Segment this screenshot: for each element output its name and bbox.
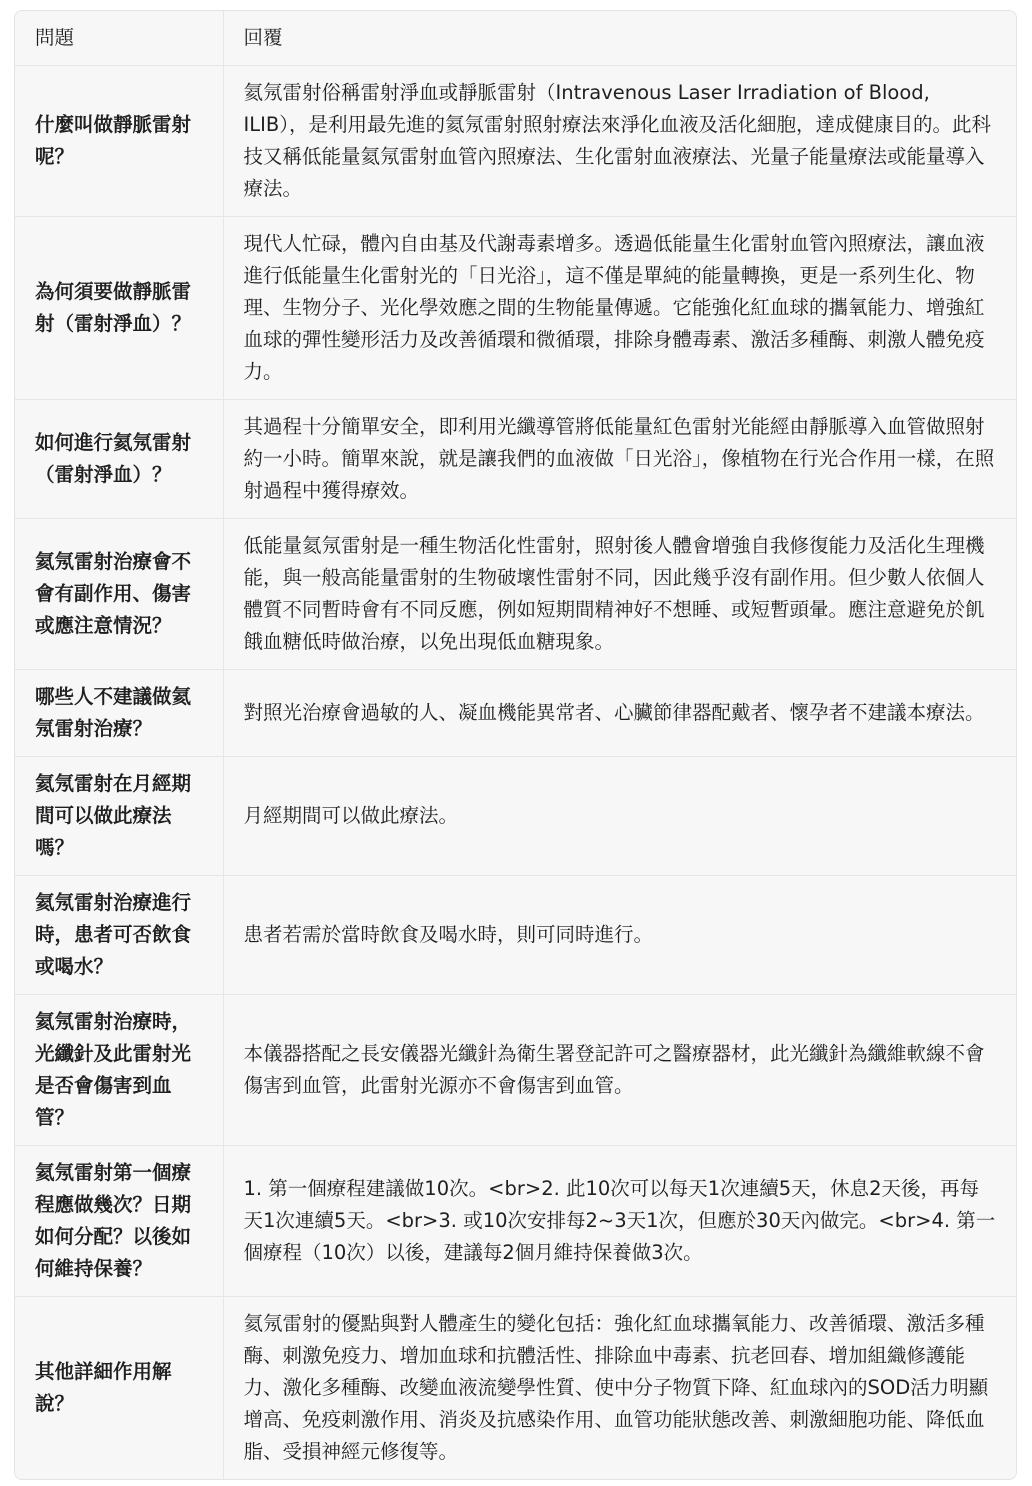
table-row <box>15 66 1016 217</box>
table-header-row <box>15 11 1016 66</box>
question-cell: 氦氖雷射治療進行時，患者可否飲食或喝水？ <box>15 876 223 995</box>
answer-cell: 氦氖雷射的優點與對人體產生的變化包括：強化紅血球攜氧能力、改善循環、激活多種酶、刺激免疫力、增加血球和抗體活性、排除血中毒素、抗老回春、增加組織修護能力、激化多種酶、改變血液流變學性質、使中分子物質下降、紅血球內的SOD活力明顯增高、免疫刺激作用、消炎及抗感染作用、血管功能狀態改善、刺激細胞功能、降低血脂、受損神經元修復等。 <box>223 1297 1016 1480</box>
question-cell: 為何須要做靜脈雷射（雷射淨血）？ <box>15 217 223 400</box>
answer-cell: 患者若需於當時飲食及喝水時，則可同時進行。 <box>223 876 1016 995</box>
table-row <box>15 670 1016 757</box>
table-row <box>15 400 1016 519</box>
question-cell: 其他詳細作用解說？ <box>15 1297 223 1480</box>
table-row <box>15 876 1016 995</box>
answer-cell: 低能量氦氖雷射是一種生物活化性雷射，照射後人體會增強自我修復能力及活化生理機能，與一般高能量雷射的生物破壞性雷射不同，因此幾乎沒有副作用。但少數人依個人體質不同暫時會有不同反應，例如短期間精神好不想睡、或短暫頭暈。應注意避免於飢餓血糖低時做治療，以免出現低血糖現象。 <box>223 519 1016 670</box>
answer-cell: 1. 第一個療程建議做10次。<br>2. 此10次可以每天1次連續5天，休息2天後，再每天1次連續5天。<br>3. 或10次安排每2~3天1次，但應於30天內做完。<br>4. 第一個療程（10次）以後，建議每2個月維持保養做3次。 <box>223 1146 1016 1297</box>
table-row <box>15 519 1016 670</box>
answer-cell: 月經期間可以做此療法。 <box>223 757 1016 876</box>
question-cell: 哪些人不建議做氦氖雷射治療？ <box>15 670 223 757</box>
table-row <box>15 757 1016 876</box>
answer-cell: 對照光治療會過敏的人、凝血機能異常者、心臟節律器配戴者、懷孕者不建議本療法。 <box>223 670 1016 757</box>
column-header-question: 問題 <box>15 11 223 66</box>
answer-cell: 現代人忙碌，體內自由基及代謝毒素增多。透過低能量生化雷射血管內照療法，讓血液進行低能量生化雷射光的「日光浴」，這不僅是單純的能量轉換，更是一系列生化、物理、生物分子、光化學效應之間的生物能量傳遞。它能強化紅血球的攜氧能力、增強紅血球的彈性變形活力及改善循環和微循環，排除身體毒素、激活多種酶、刺激人體免疫力。 <box>223 217 1016 400</box>
question-cell: 氦氖雷射在月經期間可以做此療法嗎？ <box>15 757 223 876</box>
table-row <box>15 995 1016 1146</box>
question-cell: 氦氖雷射治療時，光纖針及此雷射光是否會傷害到血管？ <box>15 995 223 1146</box>
table-row <box>15 1146 1016 1297</box>
question-cell: 氦氖雷射第一個療程應做幾次？日期如何分配？以後如何維持保養？ <box>15 1146 223 1297</box>
column-header-answer: 回覆 <box>223 11 1016 66</box>
faq-table-container <box>14 10 1017 1480</box>
faq-table <box>15 11 1016 1479</box>
answer-cell: 其過程十分簡單安全，即利用光纖導管將低能量紅色雷射光能經由靜脈導入血管做照射約一小時。簡單來說，就是讓我們的血液做「日光浴」，像植物在行光合作用一樣，在照射過程中獲得療效。 <box>223 400 1016 519</box>
answer-cell: 本儀器搭配之長安儀器光纖針為衛生署登記許可之醫療器材，此光纖針為纖維軟線不會傷害到血管，此雷射光源亦不會傷害到血管。 <box>223 995 1016 1146</box>
answer-cell: 氦氖雷射俗稱雷射淨血或靜脈雷射（Intravenous Laser Irradiation of Blood, ILIB），是利用最先進的氦氖雷射照射療法來淨化血液及活化細胞，達成健康目的。此科技又稱低能量氦氖雷射血管內照療法、生化雷射血液療法、光量子能量療法或能量導入療法。 <box>223 66 1016 217</box>
question-cell: 氦氖雷射治療會不會有副作用、傷害或應注意情況？ <box>15 519 223 670</box>
table-row <box>15 1297 1016 1480</box>
question-cell: 如何進行氦氖雷射（雷射淨血）？ <box>15 400 223 519</box>
question-cell: 什麼叫做靜脈雷射呢？ <box>15 66 223 217</box>
table-row <box>15 217 1016 400</box>
